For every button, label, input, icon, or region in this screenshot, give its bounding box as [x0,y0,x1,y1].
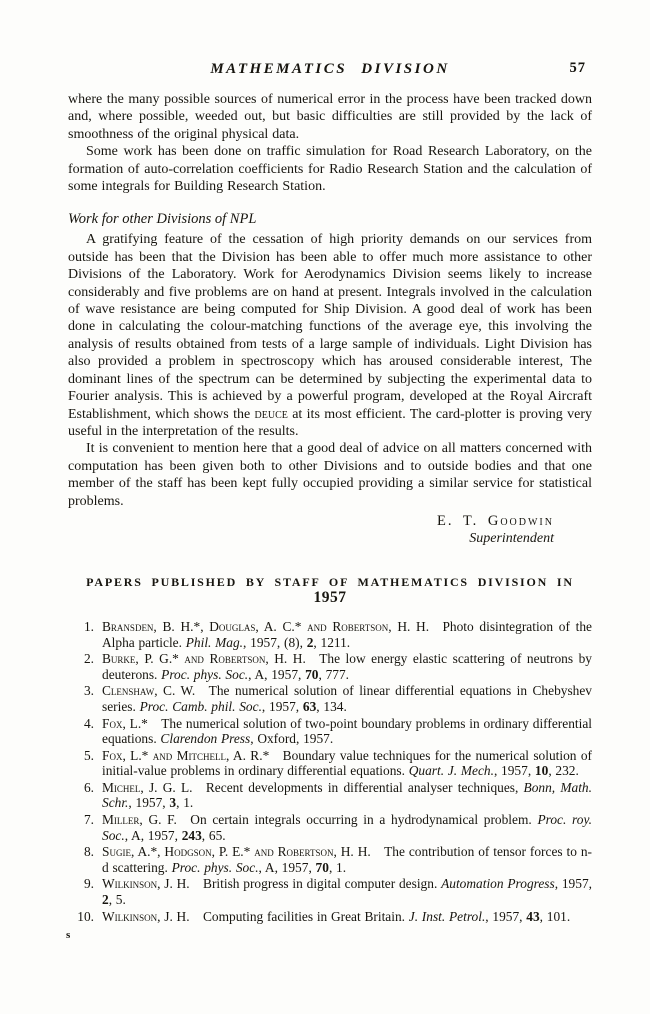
reference-item [68,876,592,907]
printers-signature-mark: s [66,929,71,942]
text-run: British progress in digital computer design. [189,876,442,892]
text-run: The contribution of tensor forces to n-d scattering. [102,844,592,875]
text-run: Wilkinson, J. H. [102,908,190,924]
paragraph-4 [68,440,592,510]
text-run: 63 [302,698,317,714]
reference-item [68,651,592,682]
papers-heading [68,574,592,606]
section-heading: Work for other Divisions of NPL [68,211,257,228]
text-run: Computing facilities in Great Britain. [189,908,409,924]
text-run: , A, 1957, [124,827,182,843]
signature-name: E. T. Goodwin [436,512,554,529]
reference-item [68,716,592,747]
reference-number: 9. [83,876,94,892]
text-run: Wilkinson, J. H. [102,876,190,892]
body-text [68,91,592,510]
reference-text [102,748,592,779]
text-run: Clenshaw, C. W. [102,683,196,699]
text-run: , 1. [328,859,347,875]
text-run: Quart. J. Mech. [408,763,494,779]
text-run: , Oxford, 1957. [250,731,334,747]
text-run: 70 [315,859,329,875]
text-run: , 1957, (8), [243,634,307,650]
reference-number: 8. [83,844,94,860]
text-run: Boundary value techniques for the numerical solution of initial-value problems in ordinary differential equations. [102,747,592,779]
page-header [68,60,592,82]
reference-text [102,716,592,747]
text-run: , 777. [318,666,350,682]
text-run: 2 [102,892,109,908]
reference-item [68,844,592,875]
reference-text [102,812,592,843]
text-run: Photo disintegration of the Alpha particle. [102,618,592,650]
text-run: The numerical solution of two-point boundary problems in ordinary differential equations. [102,715,592,747]
reference-number: 1. [83,618,94,634]
reference-item [68,812,592,843]
reference-text [102,780,592,811]
text-run: , 134. [316,698,347,714]
text-run: 2 [306,634,314,650]
reference-text [102,909,592,925]
text-run: Miller, G. F. [102,812,177,828]
text-run: , 1. [176,795,194,811]
papers-heading-text: PAPERS PUBLISHED BY STAFF OF MATHEMATICS DIVISION IN [86,574,574,589]
text-run: Michel, J. G. L. [102,779,193,795]
reference-item [68,909,592,925]
text-run: Fox, L.* and Mitchell, A. R.* [102,747,270,763]
text-run: , 5. [108,892,126,908]
text-run: , A, 1957, [248,666,306,682]
text-run: where the many possible sources of numerical error in the process have been tracked down and, where possible, weeded out, but basic difficulties are still provided by the lack of smoothness of the original physical data. [68,92,592,142]
papers-section [68,574,592,924]
signature-block [68,513,592,547]
reference-number: 2. [83,651,94,667]
text-run: Automation Progress [441,876,555,892]
text-run: Recent developments in differential analyser techniques, [192,779,524,795]
text-run: Bonn, Math. Schr. [102,779,592,811]
text-run: , 101. [539,908,571,924]
paragraph-1 [68,91,592,143]
reference-item [68,780,592,811]
reference-item [68,683,592,714]
reference-number: 5. [83,747,94,763]
text-run: , 1957, [554,876,592,892]
text-run: , A, 1957, [258,859,316,875]
text-run: It is convenient to mention here that a good deal of advice on all matters concerned with computation has been given both to other Divisions and to outside bodies and that one member of the staff has been kept fully occupied providing a similar service for statistical problems. [68,441,592,509]
text-run: deuce [254,406,288,422]
text-run: at its most efficient. The card-plotter is proving very useful in the interpretation of the results. [68,406,592,439]
text-run: On certain integrals occurring in a hydrodynamical problem. [176,812,538,828]
reference-number: 4. [83,715,94,731]
text-run: 3 [169,795,177,811]
reference-text [102,651,592,682]
text-run: The numerical solution of linear differential equations in Chebyshev series. [102,683,593,714]
page-number: 57 [569,60,586,76]
text-run: , 232. [548,763,579,779]
paragraph-3 [68,231,592,440]
text-run: , 1957, [261,698,303,714]
papers-heading-year: 1957 [313,588,347,606]
reference-number: 6. [83,779,94,795]
paragraph-2 [68,143,592,195]
reference-item [68,748,592,779]
text-run: , 1211. [313,634,351,650]
reference-number: 10. [77,908,94,924]
text-run: Proc. roy. Soc. [102,812,592,843]
text-run: 243 [181,827,202,843]
text-run: The low energy elastic scattering of neutrons by deuterons. [102,651,592,682]
reference-text [102,844,592,875]
text-run: Proc. phys. Soc. [161,666,249,682]
text-run: Some work has been done on traffic simulation for Road Research Laboratory, on the formation of auto-correlation coefficients for Radio Research Station and the calculation of some integrals for Building Research Station. [68,144,592,195]
running-title: MATHEMATICS DIVISION [210,61,450,77]
text-run: Proc. Camb. phil. Soc. [139,698,262,714]
text-run: Proc. phys. Soc. [171,859,259,875]
signature-role: Superintendent [469,530,554,546]
text-run: , 1957, [485,908,527,924]
text-run: Fox, L.* [102,715,148,731]
text-run: 43 [526,908,540,924]
text-run: Clarendon Press [160,731,251,747]
text-run: Sugie, A.*, Hodgson, P. E.* and Robertson, H. H. [102,844,371,860]
text-run: , 65. [201,827,226,843]
text-run: Bransden, B. H.*, Douglas, A. C.* and Robertson, H. H. [102,618,430,634]
reference-list [68,619,592,924]
text-run: J. Inst. Petrol. [408,908,486,924]
reference-text [102,619,592,650]
text-run: Burke, P. G.* and Robertson, H. H. [102,651,306,667]
text-run: A gratifying feature of the cessation of high priority demands on our services from outside has been that the Division has been able to offer much more assistance to other Divisions of the Laboratory. Work for Aerodynamics Division seems likely to increase considerably and five problems are on hand at present. Integrals involved in the calculation of wave resistance are being computed for Ship Division. A good deal of work has been done in calculating the colour-matching functions of the average eye, this involving the analysis of results obtained from tests of a large sample of individuals. Light Division has also provided a problem in spectroscopy which has aroused considerable interest, The dominant lines of the spectrum can be determined by subjecting the experimental data to Fourier analysis. This is achieved by a powerful program, developed at the Royal Aircraft Establishment, which shows the [68,232,592,422]
reference-number: 7. [83,812,94,828]
text-run: , 1957, [128,795,170,811]
text-run: , 1957, [493,763,535,779]
reference-text [102,876,592,907]
reference-number: 3. [83,683,94,699]
text-run: 70 [305,666,319,682]
reference-item [68,619,592,650]
text-run: Phil. Mag. [185,634,244,650]
reference-text [102,683,592,714]
text-run: 10 [534,763,549,779]
